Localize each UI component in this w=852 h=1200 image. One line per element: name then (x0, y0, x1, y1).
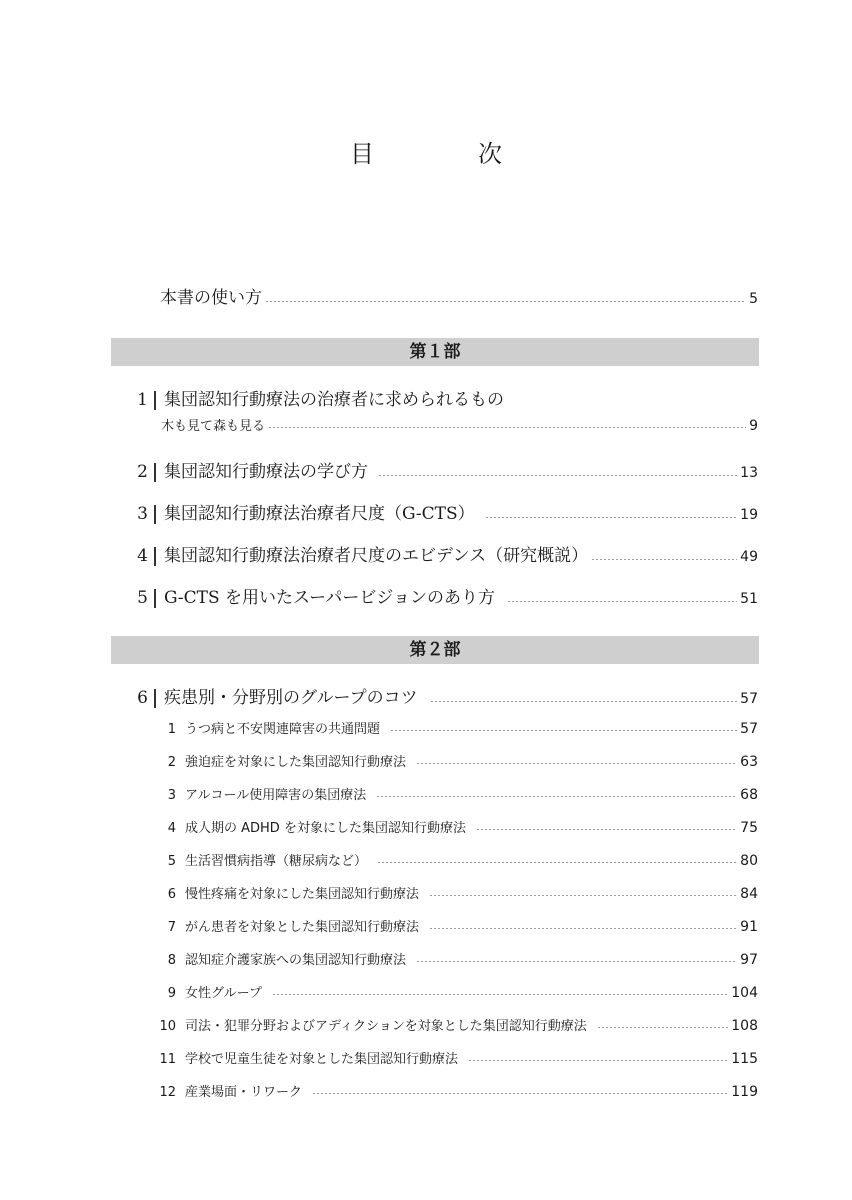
section-page: 68 (740, 787, 758, 803)
dot-leader (378, 475, 737, 476)
section-number: 1 (167, 722, 176, 737)
toc-entry-page: 51 (740, 591, 758, 607)
chapter-subtitle: 木も見て森も見る (161, 419, 266, 434)
toc-entry-intro[interactable] (160, 283, 758, 308)
section-number: 4 (167, 821, 176, 836)
section-page: 63 (740, 754, 758, 770)
section-page: 91 (740, 919, 758, 935)
section-number: 11 (159, 1052, 176, 1067)
toc-entry-page: 9 (749, 418, 758, 434)
section-page: 57 (740, 721, 758, 737)
section-page: 108 (731, 1018, 758, 1034)
toc-entry-page: 19 (740, 507, 758, 523)
section-title: 産業場面・リワーク (185, 1085, 303, 1100)
dot-leader (416, 961, 737, 962)
toc-section-4[interactable] (148, 817, 758, 836)
section-page: 84 (740, 886, 758, 902)
dot-leader (430, 701, 738, 702)
dot-leader (597, 1027, 729, 1028)
dot-leader (485, 517, 738, 518)
dot-leader (265, 301, 746, 302)
dot-leader (268, 427, 746, 428)
chapter-title: 集団認知行動療法治療者尺度（G-CTS） (164, 504, 475, 524)
section-title: 司法・犯罪分野およびアディクションを対象とした集団認知行動療法 (185, 1019, 587, 1034)
dot-leader (591, 559, 737, 560)
dot-leader (272, 994, 728, 995)
chapter-title: G-CTS を用いたスーパービジョンのあり方 (164, 588, 495, 608)
section-title: 生活習慣病指導（糖尿病など） (185, 854, 368, 869)
part-heading-2: 第２部 (111, 636, 759, 664)
dot-leader (376, 796, 737, 797)
toc-entry-page: 5 (749, 291, 758, 307)
chapter-number: 1 (123, 391, 156, 410)
section-title: がん患者を対象とした集団認知行動療法 (185, 920, 420, 935)
section-number: 9 (167, 986, 176, 1001)
dot-leader (476, 829, 737, 830)
chapter-number: 6 (123, 689, 156, 708)
section-page: 80 (740, 853, 758, 869)
toc-chapter-2[interactable] (123, 457, 758, 482)
section-number: 2 (167, 755, 176, 770)
toc-section-10[interactable] (148, 1015, 758, 1034)
toc-entry-page: 49 (740, 549, 758, 565)
toc-chapter-5[interactable] (123, 583, 758, 608)
dot-leader (507, 601, 737, 602)
section-number: 6 (167, 887, 176, 902)
toc-section-8[interactable] (148, 949, 758, 968)
section-number: 10 (159, 1019, 176, 1034)
section-page: 115 (731, 1051, 758, 1067)
section-number: 8 (167, 953, 176, 968)
chapter-title: 集団認知行動療法の治療者に求められるもの (164, 390, 504, 410)
toc-chapter-1-subtitle[interactable] (161, 415, 758, 434)
toc-section-3[interactable] (148, 784, 758, 803)
dot-leader (429, 928, 737, 929)
dot-leader (416, 763, 737, 764)
toc-entry-page: 13 (740, 465, 758, 481)
toc-chapter-1[interactable] (123, 385, 758, 410)
toc-section-9[interactable] (148, 982, 758, 1001)
section-title: 学校で児童生徒を対象とした集団認知行動療法 (185, 1052, 459, 1067)
section-title: 認知症介護家族への集団認知行動療法 (185, 953, 407, 968)
toc-section-7[interactable] (148, 916, 758, 935)
toc-section-5[interactable] (148, 850, 758, 869)
section-page: 119 (731, 1084, 758, 1100)
section-page: 75 (740, 820, 758, 836)
chapter-title: 集団認知行動療法の学び方 (164, 462, 368, 482)
toc-chapter-4[interactable] (123, 541, 758, 566)
chapter-number: 5 (123, 589, 156, 608)
dot-leader (312, 1093, 728, 1094)
toc-chapter-6[interactable] (123, 683, 758, 708)
section-title: 強迫症を対象にした集団認知行動療法 (185, 755, 407, 770)
section-number: 12 (159, 1085, 176, 1100)
dot-leader (429, 895, 737, 896)
section-number: 7 (167, 920, 176, 935)
chapter-number: 3 (123, 505, 156, 524)
dot-leader (468, 1060, 728, 1061)
section-title: アルコール使用障害の集団療法 (185, 788, 367, 803)
page-title: 目 次 (350, 140, 542, 168)
section-title: 女性グループ (185, 986, 262, 1001)
part-heading-1: 第１部 (111, 338, 759, 366)
section-title: 成人期の ADHD を対象にした集団認知行動療法 (185, 821, 466, 836)
toc-section-6[interactable] (148, 883, 758, 902)
dot-leader (377, 862, 737, 863)
chapter-number: 4 (123, 547, 156, 566)
section-number: 3 (167, 788, 176, 803)
section-page: 104 (731, 985, 758, 1001)
section-title: 慢性疼痛を対象にした集団認知行動療法 (185, 887, 420, 902)
toc-section-11[interactable] (148, 1048, 758, 1067)
toc-entry-page: 57 (740, 691, 758, 707)
toc-section-1[interactable] (148, 718, 758, 737)
toc-chapter-3[interactable] (123, 499, 758, 524)
dot-leader (390, 730, 737, 731)
section-title: うつ病と不安関連障害の共通問題 (185, 722, 381, 737)
chapter-title: 集団認知行動療法治療者尺度のエビデンス（研究概説） (164, 546, 589, 566)
section-number: 5 (167, 854, 176, 869)
section-page: 97 (740, 952, 758, 968)
chapter-number: 2 (123, 463, 156, 482)
toc-section-2[interactable] (148, 751, 758, 770)
toc-entry-title: 本書の使い方 (160, 288, 262, 308)
chapter-title: 疾患別・分野別のグループのコツ (164, 688, 418, 708)
toc-section-12[interactable] (148, 1081, 758, 1100)
